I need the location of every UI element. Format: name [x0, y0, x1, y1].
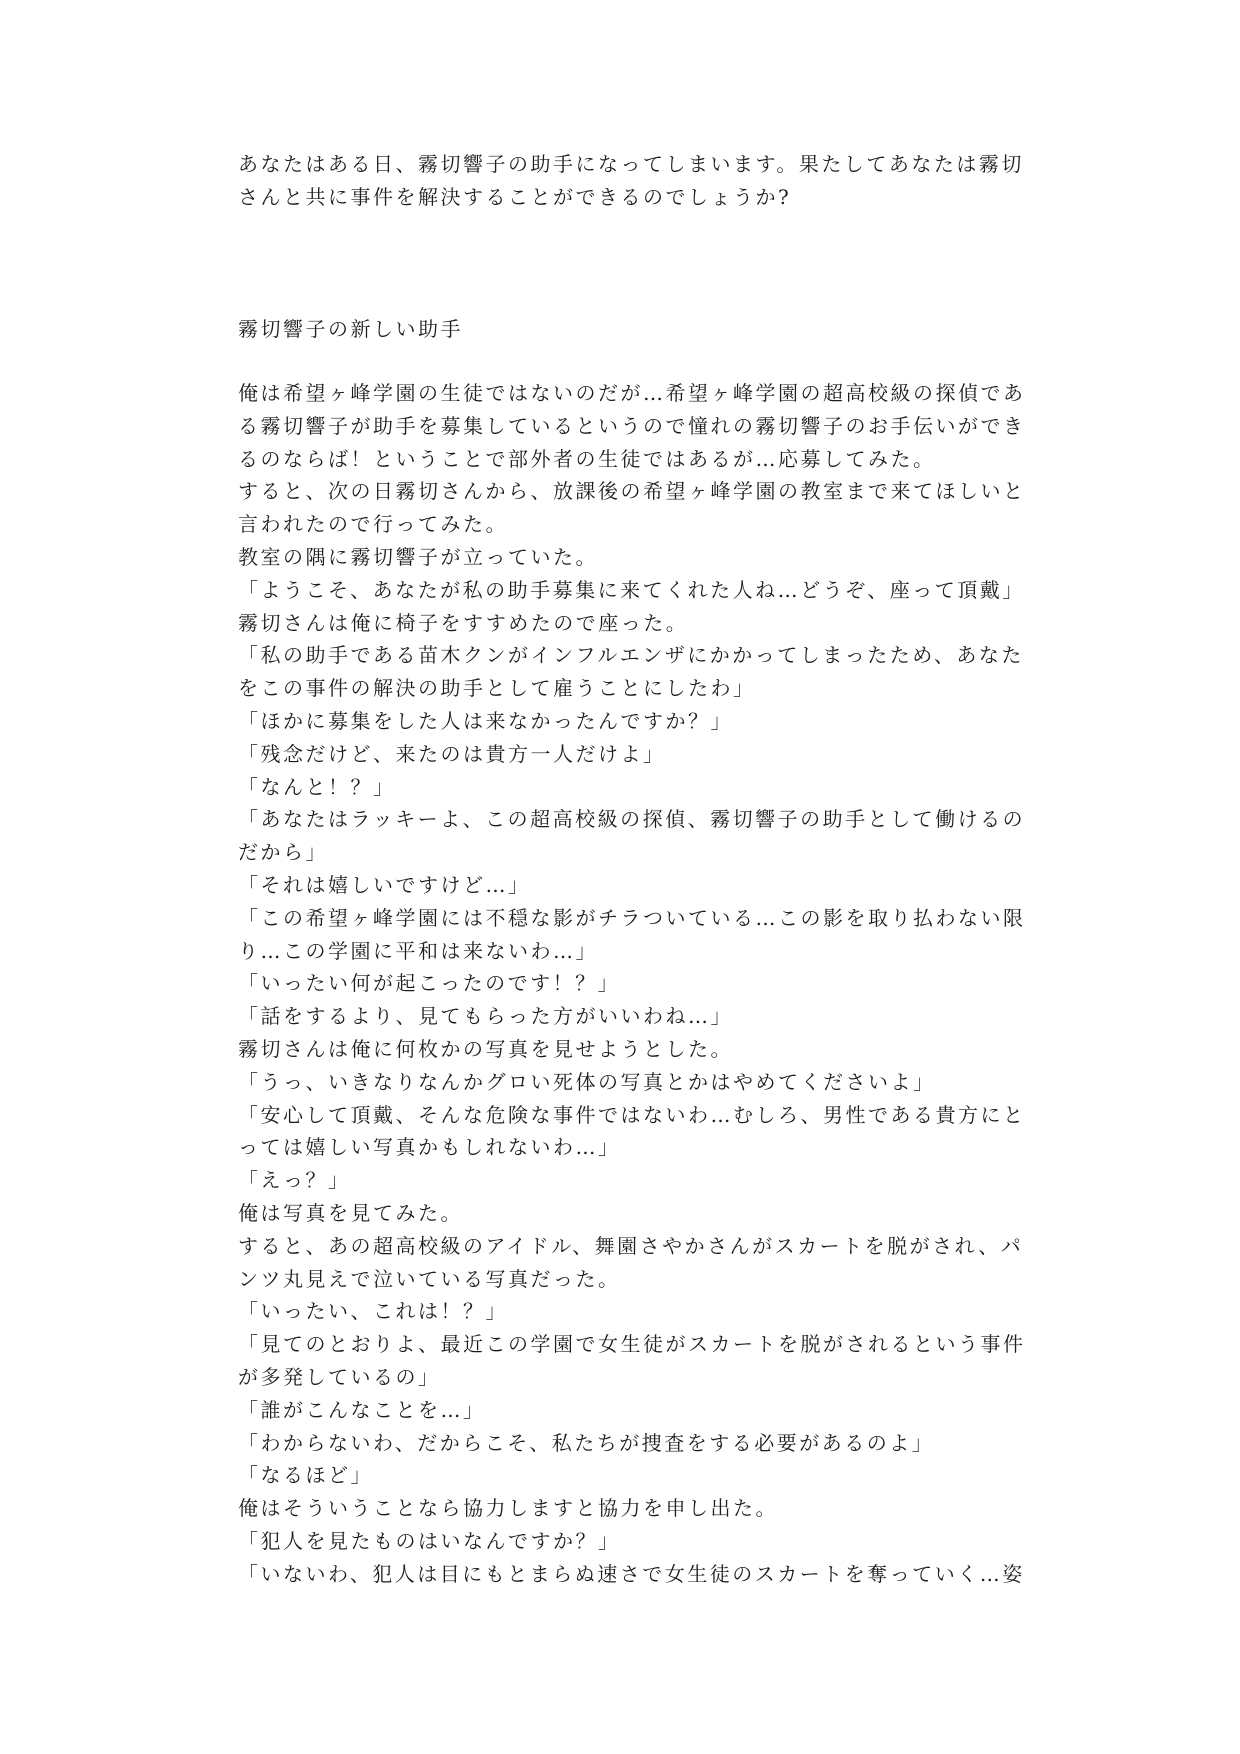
intro-line: あなたはある日、霧切響子の助手になってしまいます。果たしてあなたは霧切	[238, 152, 1024, 176]
story-line: 「あなたはラッキーよ、この超高校級の探偵、霧切響子の助手として働けるの	[238, 807, 1026, 832]
story-line: 「なるほど」	[238, 1463, 373, 1488]
story-line: 「ほかに募集をした人は来なかったんですか？」	[238, 708, 733, 733]
story-line: 「それは嬉しいですけど…」	[238, 872, 531, 897]
story-line: 「安心して頂戴、そんな危険な事件ではないわ…むしろ、男性である貴方にと	[238, 1102, 1026, 1127]
story-body	[238, 377, 1026, 1590]
story-line: 「犯人を見たものはいなんですか？」	[238, 1528, 621, 1553]
story-line: 「うっ、いきなりなんかグロい死体の写真とかはやめてくださいよ」	[238, 1069, 936, 1094]
story-line: るのならば！ということで部外者の生徒ではあるが…応募してみた。	[238, 446, 936, 471]
story-line: 俺は写真を見てみた。	[238, 1200, 463, 1225]
story-line: 「なんと！？」	[238, 774, 396, 799]
story-line: 「残念だけど、来たのは貴方一人だけよ」	[238, 741, 666, 766]
story-line: 「いないわ、犯人は目にもとまらぬ速さで女生徒のスカートを奪っていく…姿	[238, 1561, 1025, 1586]
story-line: だから」	[238, 840, 328, 865]
story-line: 教室の隅に霧切響子が立っていた。	[238, 544, 598, 569]
story-line: り…この学園に平和は来ないわ…」	[238, 938, 598, 963]
story-line: 「この希望ヶ峰学園には不穏な影がチラついている…この影を取り払わない限	[238, 905, 1026, 930]
story-line: 霧切さんは俺に椅子をすすめたので座った。	[238, 610, 689, 635]
story-line: 「ようこそ、あなたが私の助手募集に来てくれた人ね…どうぞ、座って頂戴」	[238, 577, 1025, 602]
story-line: 「話をするより、見てもらった方がいいわね…」	[238, 1004, 733, 1029]
story-line: 「私の助手である苗木クンがインフルエンザにかかってしまったため、あなた	[238, 643, 1024, 668]
story-line: 「誰がこんなことを…」	[238, 1397, 486, 1422]
chapter-title: 霧切響子の新しい助手	[238, 317, 463, 341]
story-line: っては嬉しい写真かもしれないわ…」	[238, 1135, 621, 1160]
story-line: 霧切さんは俺に何枚かの写真を見せようとした。	[238, 1036, 733, 1061]
story-line: すると、次の日霧切さんから、放課後の希望ヶ峰学園の教室まで来てほしいと	[238, 479, 1026, 504]
intro-line: さんと共に事件を解決することができるのでしょうか?	[238, 184, 792, 209]
story-line: をこの事件の解決の助手として雇うことにしたわ」	[238, 676, 756, 701]
story-line: 「いったい何が起こったのです！？」	[238, 971, 621, 996]
story-line: 言われたので行ってみた。	[238, 512, 508, 537]
intro-paragraph	[238, 148, 1024, 214]
story-line: 俺は希望ヶ峰学園の生徒ではないのだが…希望ヶ峰学園の超高校級の探偵であ	[238, 381, 1026, 405]
story-line: る霧切響子が助手を募集しているというので憧れの霧切響子のお手伝いができ	[238, 413, 1026, 438]
story-line: 「えっ？」	[238, 1168, 351, 1193]
story-line: すると、あの超高校級のアイドル、舞園さやかさんがスカートを脱がされ、パ	[238, 1233, 1024, 1258]
story-line: 「わからないわ、だからこそ、私たちが捜査をする必要があるのよ」	[238, 1430, 935, 1455]
story-line: 「見てのとおりよ、最近この学園で女生徒がスカートを脱がされるという事件	[238, 1332, 1026, 1357]
story-line: ンツ丸見えで泣いている写真だった。	[238, 1266, 621, 1291]
story-line: 「いったい、これは！？」	[238, 1299, 508, 1324]
story-line: が多発しているの」	[238, 1364, 441, 1389]
story-line: 俺はそういうことなら協力しますと協力を申し出た。	[238, 1496, 778, 1521]
